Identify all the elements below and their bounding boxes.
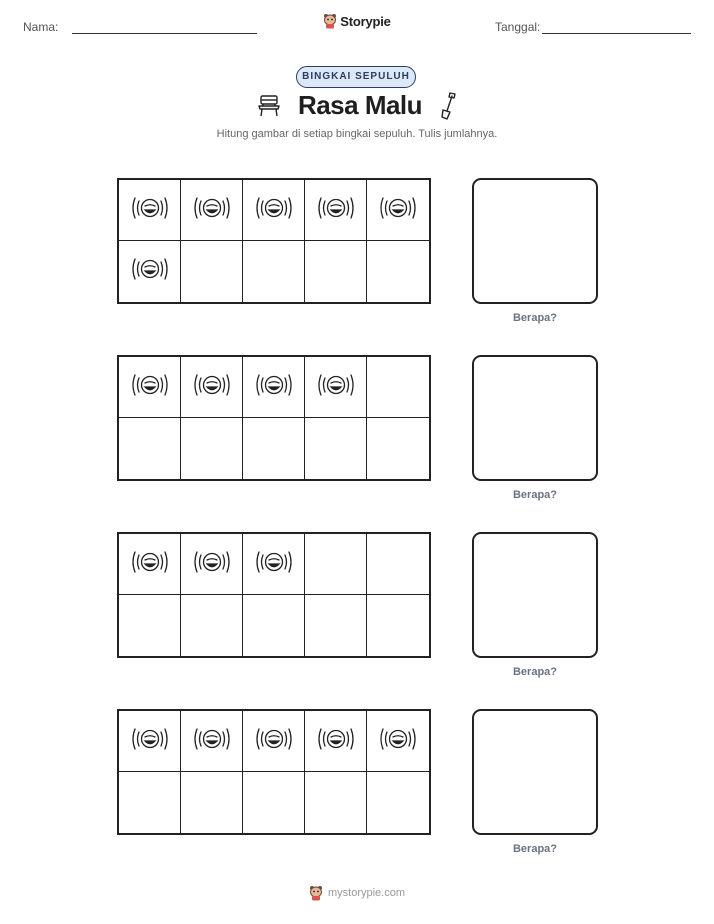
- ten-frame-cell: [181, 711, 243, 772]
- ten-frame-cell: [305, 180, 367, 241]
- ten-frame-cell: [119, 357, 181, 418]
- shy-face-icon: [189, 545, 235, 584]
- ten-frame-cell: [181, 772, 243, 833]
- ten-frame-cell: [367, 772, 429, 833]
- ten-frame-cell: [243, 534, 305, 595]
- shy-face-icon: [313, 722, 359, 761]
- ten-frame-cell: [243, 772, 305, 833]
- answer-box[interactable]: [472, 178, 598, 304]
- ten-frame: [117, 355, 431, 481]
- answer-box[interactable]: [472, 532, 598, 658]
- page-title: Rasa Malu: [297, 90, 423, 120]
- shy-face-icon: [375, 191, 421, 230]
- name-label: Nama:: [23, 20, 59, 34]
- ten-frame-cell: [367, 241, 429, 302]
- ten-frame-cell: [243, 418, 305, 479]
- date-label: Tanggal:: [495, 20, 541, 34]
- shy-face-icon: [127, 191, 173, 230]
- answer-box[interactable]: [472, 355, 598, 481]
- ten-frame-cell: [305, 595, 367, 656]
- ten-frame-cell: [305, 534, 367, 595]
- ten-frame-cell: [243, 711, 305, 772]
- answer-label: Berapa?: [512, 843, 558, 855]
- ten-frame-cell: [367, 180, 429, 241]
- ten-frame-cell: [119, 241, 181, 302]
- ten-frame-cell: [119, 534, 181, 595]
- footer-url[interactable]: mystorypie.com: [327, 887, 406, 899]
- shy-face-icon: [189, 191, 235, 230]
- ten-frame-cell: [243, 595, 305, 656]
- shy-face-icon: [127, 722, 173, 761]
- instructions: Hitung gambar di setiap bingkai sepuluh. Tulis jumlahnya.: [216, 128, 498, 140]
- worksheet-type-badge: BINGKAI SEPULUH: [296, 66, 416, 88]
- shy-face-icon: [313, 191, 359, 230]
- shy-face-icon: [127, 368, 173, 407]
- storypie-mascot-icon: [323, 13, 337, 29]
- date-line[interactable]: [542, 33, 691, 34]
- shy-face-icon: [127, 252, 173, 291]
- footer: [0, 885, 714, 901]
- answer-label: Berapa?: [512, 666, 558, 678]
- ten-frame-cell: [243, 241, 305, 302]
- ten-frame-cell: [181, 180, 243, 241]
- ten-frame-cell: [367, 357, 429, 418]
- shy-face-icon: [189, 368, 235, 407]
- ten-frame-cell: [305, 772, 367, 833]
- ten-frame-cell: [119, 595, 181, 656]
- ten-frame-cell: [181, 241, 243, 302]
- shy-face-icon: [189, 722, 235, 761]
- ten-frame-cell: [367, 418, 429, 479]
- answer-label: Berapa?: [512, 312, 558, 324]
- ten-frame-cell: [181, 357, 243, 418]
- shy-face-icon: [251, 545, 297, 584]
- shy-face-icon: [127, 545, 173, 584]
- shy-face-icon: [313, 368, 359, 407]
- answer-box[interactable]: [472, 709, 598, 835]
- ten-frame-cell: [181, 595, 243, 656]
- ten-frame: [117, 709, 431, 835]
- ten-frame-cell: [305, 241, 367, 302]
- brand-name: Storypie: [340, 13, 391, 29]
- ten-frame-cell: [119, 418, 181, 479]
- shy-face-icon: [375, 722, 421, 761]
- ten-frame-cell: [367, 595, 429, 656]
- storypie-mascot-icon: [309, 885, 323, 901]
- title-row: [0, 90, 714, 121]
- ten-frame: [117, 532, 431, 658]
- ten-frame-cell: [367, 534, 429, 595]
- ten-frame: [117, 178, 431, 304]
- bench-icon: [256, 94, 282, 118]
- ten-frame-cell: [119, 711, 181, 772]
- shovel-icon: [438, 91, 458, 121]
- ten-frame-cell: [243, 357, 305, 418]
- ten-frame-cell: [305, 357, 367, 418]
- brand-logo: [0, 13, 714, 34]
- shy-face-icon: [251, 191, 297, 230]
- ten-frame-cell: [243, 180, 305, 241]
- shy-face-icon: [251, 722, 297, 761]
- ten-frame-cell: [119, 180, 181, 241]
- ten-frame-cell: [367, 711, 429, 772]
- ten-frame-cell: [305, 418, 367, 479]
- ten-frame-cell: [181, 418, 243, 479]
- answer-label: Berapa?: [512, 489, 558, 501]
- ten-frame-cell: [305, 711, 367, 772]
- ten-frame-cell: [119, 772, 181, 833]
- shy-face-icon: [251, 368, 297, 407]
- ten-frame-cell: [181, 534, 243, 595]
